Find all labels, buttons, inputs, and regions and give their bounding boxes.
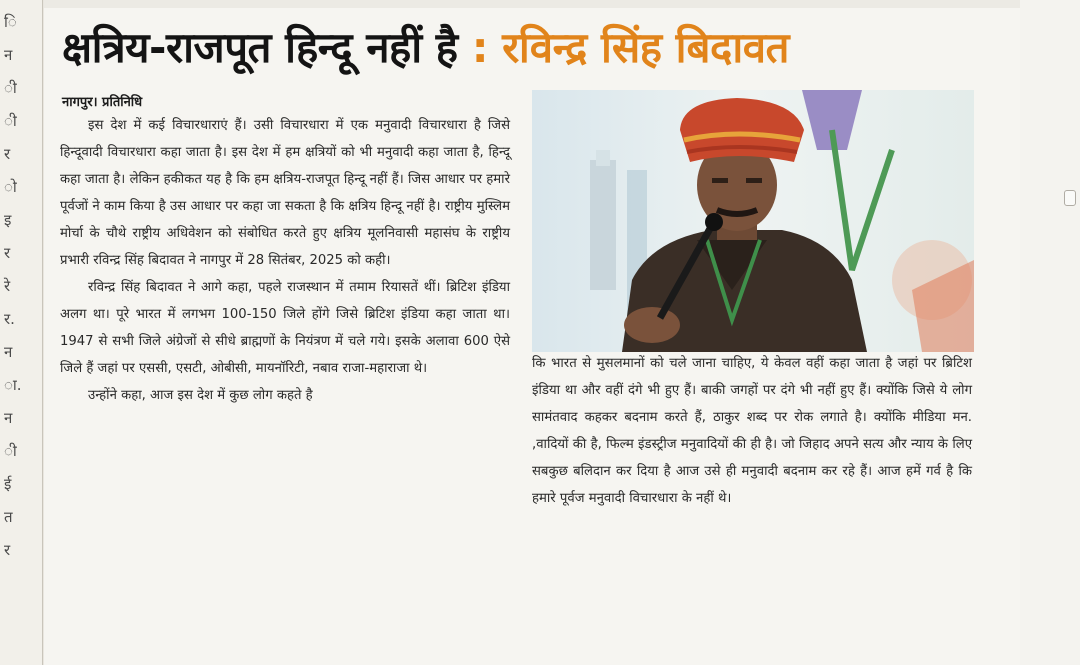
previous-page-fragment: र. [4, 310, 15, 328]
previous-page-fragment: न [4, 409, 13, 427]
previous-page-fragment: ो [4, 178, 17, 196]
previous-page-fragment: इ [4, 211, 12, 229]
speaker-photo [532, 90, 974, 352]
previous-page-edge [0, 0, 43, 665]
page-marker-icon [1064, 190, 1076, 206]
headline-separator: : [471, 23, 489, 72]
previous-page-fragment: ी [4, 112, 17, 130]
previous-page-fragment: ी [4, 442, 17, 460]
previous-page-fragment: र [4, 541, 11, 559]
previous-page-fragment: र [4, 244, 11, 262]
article-headline [62, 16, 1012, 80]
next-page-edge [1020, 0, 1080, 665]
previous-page-fragment: न [4, 46, 13, 64]
paragraph: कि भारत से मुसलमानों को चले जाना चाहिए, ये केवल वहीं कहा जाता है जहां पर ब्रिटिश इंडिया था और वहीं दंगे भी हुए हैं। बाकी जगहों पर दंगे भी नहीं हुए हैं। क्योंकि जिसे ये लोग सामंतवाद कहकर बदनाम करते हैं, ठाकुर शब्द पर रोक लगाते है। क्योंकि मीडिया मन. ,वादियों की है, फिल्म इंडस्ट्रीज मनुवादियों की ही है। जो जिहाद अपने सत्य और न्याय के लिए सबकुछ बलिदान कर दिया है आज उसे ही मनुवादी बदनाम कर रहे हैं। आज हमें गर्व है कि हमारे पूर्वज मनुवादी विचारधारा के नहीं थे। [532, 356, 972, 506]
previous-page-fragment: ा. [4, 376, 22, 394]
previous-page-fragment: र [4, 145, 11, 163]
article-column-right [532, 350, 972, 512]
top-cutoff-strip [44, 0, 1020, 8]
paragraph: उन्होंने कहा, आज इस देश में कुछ लोग कहते है [88, 388, 313, 403]
previous-page-fragment: ई [4, 475, 12, 493]
speaker-photo-illustration [532, 90, 974, 352]
headline-speaker: रविन्द्र सिंह बिदावत [502, 23, 789, 72]
headline-main: क्षत्रिय-राजपूत हिन्दू नहीं है [62, 23, 458, 72]
previous-page-fragment: ि [4, 13, 17, 31]
article-column-left [60, 112, 510, 409]
newspaper-article [44, 0, 1020, 665]
paragraph: रविन्द्र सिंह बिदावत ने आगे कहा, पहले राजस्थान में तमाम रियासतें थीं। ब्रिटिश इंडिया अलग था। पूरे भारत में लगभग 100-150 जिले होंगे जिसे ब्रिटिश इंडिया कहा जाता था। 1947 से सभी जिले अंग्रेजों से सीधे ब्राह्मणों के नियंत्रण में चले गये। इसके अलावा 600 ऐसे जिले हैं जहां पर एससी, एसटी, ओबीसी, मायनॉरिटी, नबाव राजा-महाराजा थे। [60, 280, 510, 376]
previous-page-fragment: ी [4, 79, 17, 97]
previous-page-fragment: त [4, 508, 13, 526]
previous-page-fragment: न [4, 343, 13, 361]
previous-page-fragment: रे [4, 277, 11, 295]
byline: नागपुर। प्रतिनिधि [62, 95, 143, 110]
paragraph: इस देश में कई विचारधाराएं हैं। उसी विचारधारा में एक मनुवादी विचारधारा है जिसे हिन्दूवादी विचारधारा कहा जाता है। इस देश में हम क्षत्रियों को भी मनुवादी कहा जाता है, हिन्दू कहा जाता है। लेकिन हकीकत यह है कि हम क्षत्रिय-राजपूत हिन्दू नहीं हैं। जिस आधार पर हमारे पूर्वजों ने काम किया है उस आधार पर कहा जा सकता है कि क्षत्रिय हिन्दू नहीं है। राष्ट्रीय मुस्लिम मोर्चा के चौथे राष्ट्रीय अधिवेशन को संबोधित करते हुए क्षत्रिय मूलनिवासी महासंघ के राष्ट्रीय प्रभारी रविन्द्र सिंह बिदावत ने नागपुर में 28 सितंबर, 2025 को कही। [60, 118, 510, 268]
